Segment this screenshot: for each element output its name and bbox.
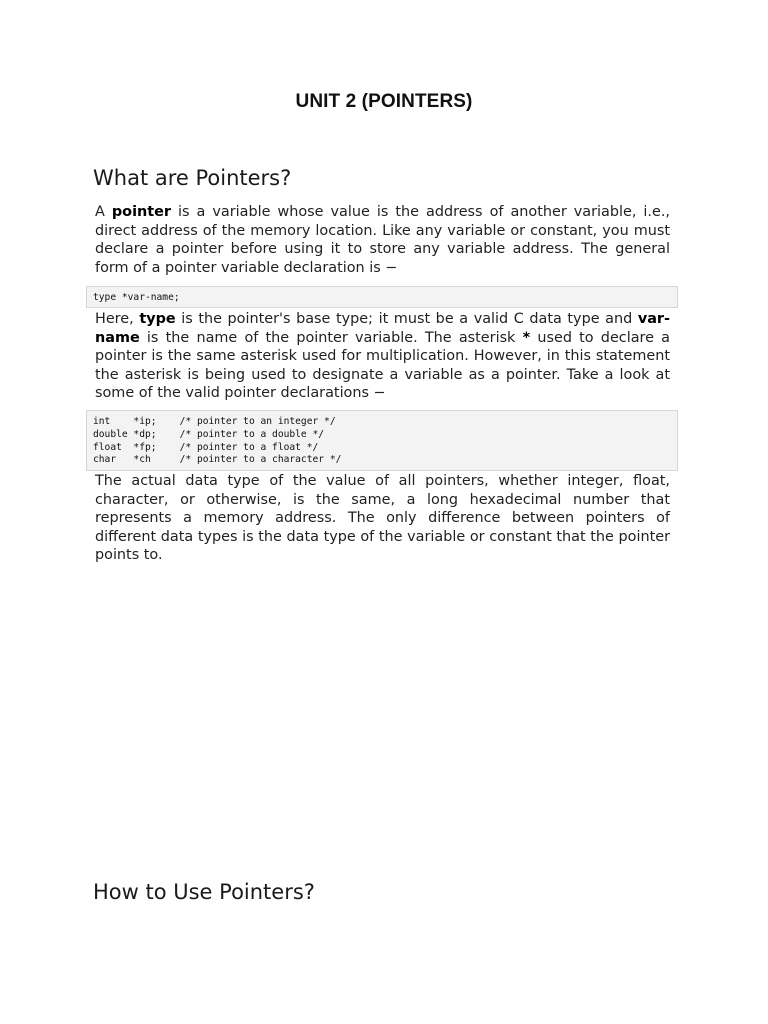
bold-term-asterisk: *	[522, 329, 531, 346]
paragraph-pointer-definition	[95, 203, 670, 277]
text-span: Here,	[95, 311, 140, 327]
unit-title: UNIT 2 (POINTERS)	[295, 91, 473, 112]
bold-term-type: type	[139, 311, 176, 327]
section-heading-how-to-use-pointers: How to Use Pointers?	[93, 880, 315, 904]
paragraph-declaration-explanation	[95, 310, 670, 403]
code-line: type *var-name;	[93, 292, 180, 303]
text-span: is the name of the pointer variable. The asterisk	[139, 329, 523, 346]
bold-term-pointer: pointer	[111, 204, 171, 220]
text-span: is the pointer's base type; it must be a valid C data type and	[175, 311, 638, 327]
code-line: float *fp; /* pointer to a float */	[93, 441, 319, 453]
text-span: is a variable whose value is the address of another variable, i.e., direct address of the memory location. Like any variable or constant, you must declare a pointer before using it to store any variable address. The general form of a pointer variable declaration is −	[95, 204, 670, 276]
section-heading-what-are-pointers: What are Pointers?	[93, 166, 292, 190]
bold-term-var-name: var-name	[95, 311, 671, 346]
code-block-declaration-syntax	[86, 286, 678, 308]
code-line: char *ch /* pointer to a character */	[93, 454, 342, 466]
code-line: int *ip; /* pointer to an integer */	[93, 416, 336, 427]
text-span: A	[95, 204, 112, 220]
paragraph-pointer-data-type: The actual data type of the value of all pointers, whether integer, float, character, or otherwise, is the same, a long hexadecimal number that represents a memory address. The only difference between pointers of different data types is the data type of the variable or constant that the pointer points to.	[95, 473, 670, 563]
text-span: used to declare a pointer is the same asterisk used for multiplication. However, in this statement the asterisk is being used to designate a variable as a pointer. Take a look at some of the valid pointer declarations −	[95, 329, 671, 401]
code-line: double *dp; /* pointer to a double */	[93, 428, 325, 440]
code-block-pointer-declarations	[86, 410, 678, 471]
